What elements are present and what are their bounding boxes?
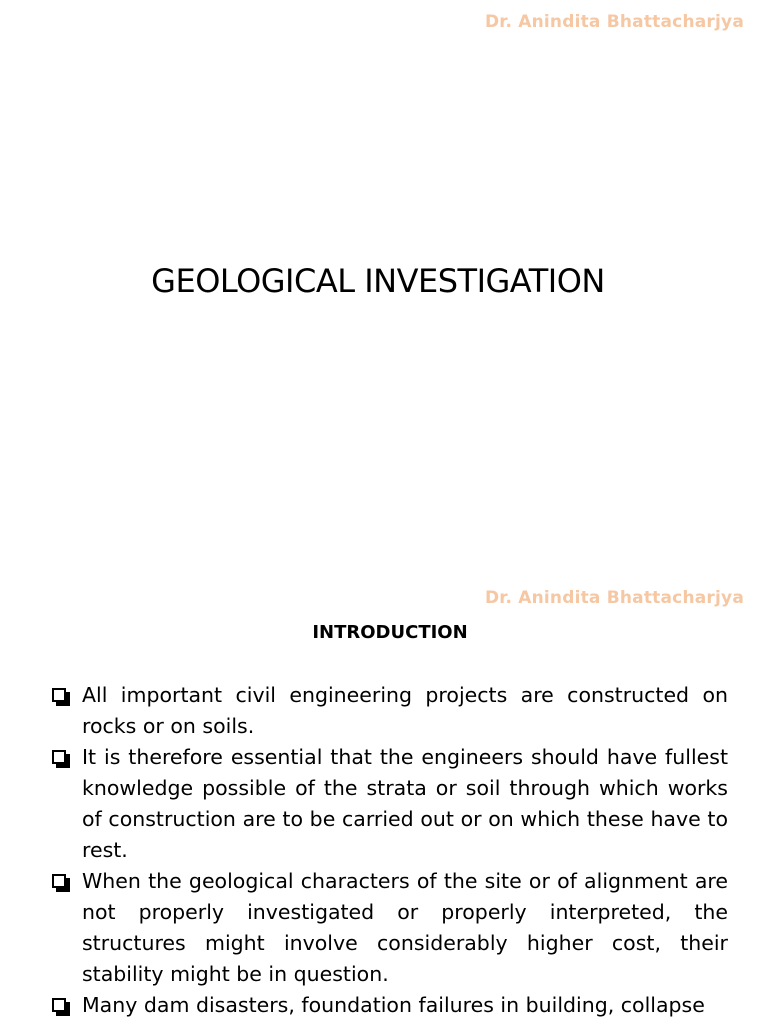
author-name: Dr. Anindita Bhattacharjya [484,588,744,608]
bullet-item [52,742,728,866]
slide-title: GEOLOGICAL INVESTIGATION [151,262,605,300]
bullet-text: When the geological characters of the site or of alignment are not properly investigated or properly interpreted, the structures might involve considerably higher cost, their stability might be in question. [82,869,728,986]
introduction-slide [0,576,768,1024]
bullet-text: It is therefore essential that the engineers should have fullest knowledge possible of the strata or soil through which works of construction are to be carried out or on which these have to rest. [82,745,728,862]
bullet-item [52,866,728,990]
bullet-text: All important civil engineering projects are constructed on rocks or on soils. [82,683,728,738]
bullet-text: Many dam disasters, foundation failures in building, collapse [82,993,705,1017]
checkbox-bullet-icon [52,688,66,702]
bullet-item [52,990,728,1021]
checkbox-bullet-icon [52,750,66,764]
bullet-item [52,680,728,742]
checkbox-bullet-icon [52,874,66,888]
author-name: Dr. Anindita Bhattacharjya [484,12,744,32]
checkbox-bullet-icon [52,998,66,1012]
bullet-list [52,680,728,1021]
slide-heading: INTRODUCTION [312,622,468,643]
